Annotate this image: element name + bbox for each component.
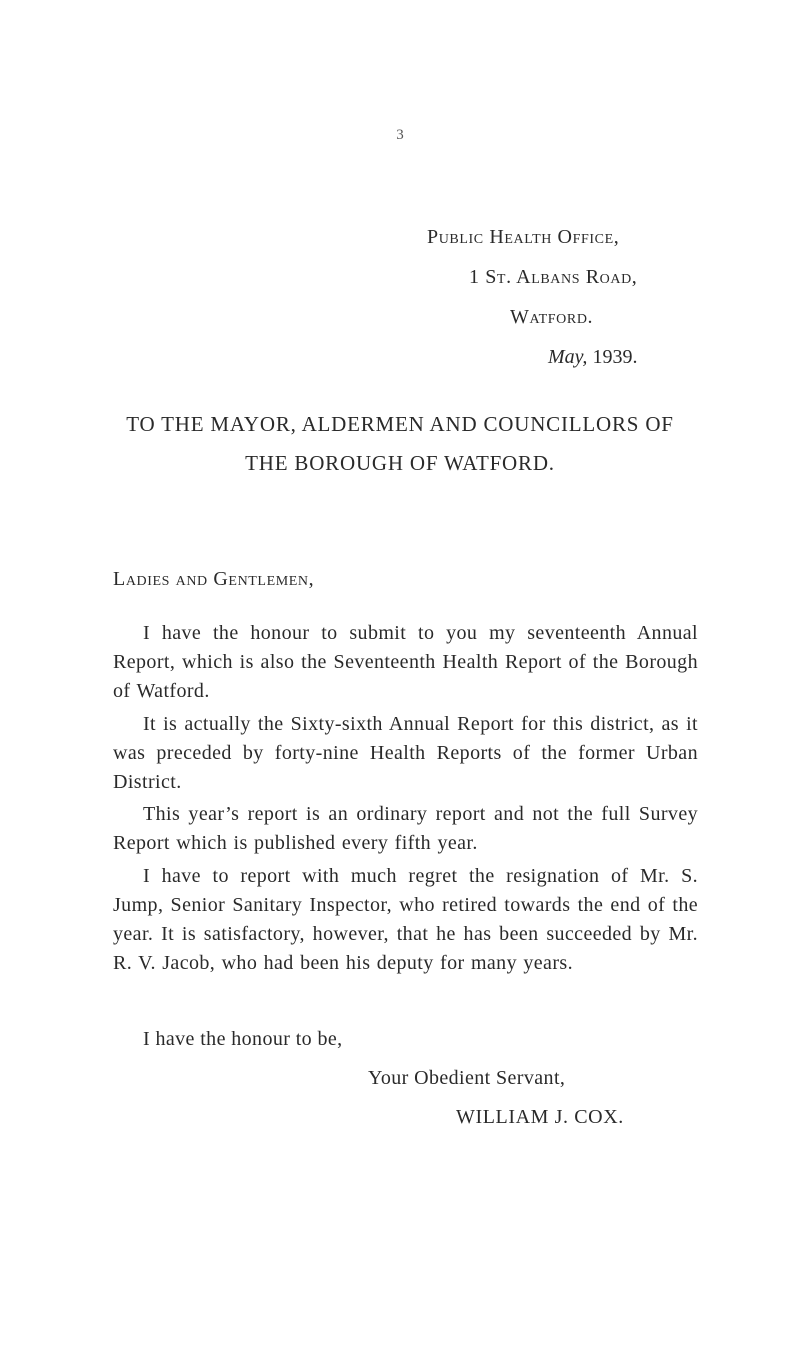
addressee-heading-line-2: THE BOROUGH OF WATFORD. — [245, 451, 555, 475]
closing-line-servant: Your Obedient Servant, — [368, 1067, 566, 1089]
date-month: May, — [548, 346, 588, 368]
date-year: 1939. — [592, 346, 638, 368]
signature-name: WILLIAM J. COX. — [456, 1106, 624, 1128]
letter-date — [548, 346, 637, 369]
addressee-heading-line-1: TO THE MAYOR, ALDERMEN AND COUNCILLORS OF — [126, 412, 674, 436]
closing-line-honour: I have the honour to be, — [143, 1028, 343, 1050]
paragraph-resignation: I have to report with much regret the resignation of Mr. S. Jump, Senior Sanitary Inspector, who retired towards the end of the year. It is satisfactory, however, that he has been succeeded by Mr. R. V. Jacob, who had been his deputy for many years. — [113, 865, 698, 974]
address-line-town: Watford. — [510, 306, 594, 328]
page-number: 3 — [396, 127, 404, 143]
paragraph-sixty-sixth-report: It is actually the Sixty-sixth Annual Report for this district, as it was preceded by forty-nine Health Reports of the former Urban District. — [113, 713, 698, 793]
address-line-office: Public Health Office, — [427, 226, 620, 248]
salutation: Ladies and Gentlemen, — [113, 568, 315, 590]
paragraph-ordinary-report: This year’s report is an ordinary report and not the full Survey Report which is published every fifth year. — [113, 803, 698, 854]
address-line-street: 1 St. Albans Road, — [469, 266, 638, 288]
paragraph-annual-report: I have the honour to submit to you my seventeenth Annual Report, which is also the Seventeenth Health Report of the Borough of Watford. — [113, 622, 698, 702]
